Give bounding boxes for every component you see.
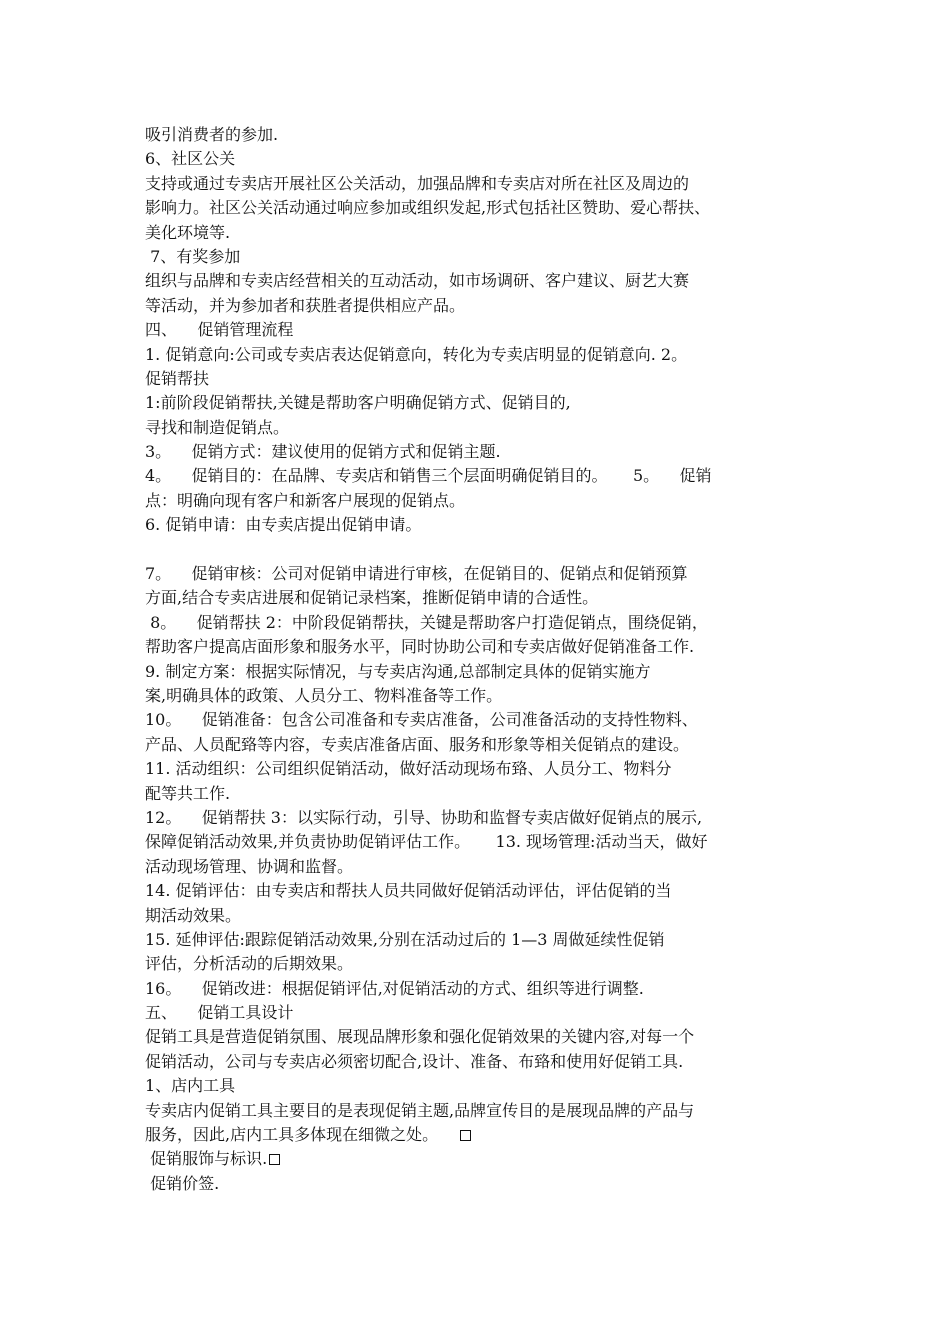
blank-line: [145, 538, 825, 562]
section-heading: 五、 促销工具设计: [145, 1003, 294, 1023]
text-line: 11. 活动组织：公司组织促销活动，做好活动现场布臵、人员分工、物料分: [145, 759, 672, 779]
document-body: [145, 123, 825, 1196]
text-line: 产品、人员配臵等内容，专卖店准备店面、服务和形象等相关促销点的建设。: [145, 734, 690, 754]
text-line-with-checkbox: [145, 1123, 825, 1147]
text-line: 14. 促销评估：由专卖店和帮扶人员共同做好促销活动评估，评估促销的当: [145, 881, 672, 901]
text-line: 7。 促销审核：公司对促销申请进行审核，在促销目的、促销点和促销预算: [145, 564, 688, 584]
checkbox-icon: [269, 1154, 280, 1165]
text-line: 促销工具是营造促销氛围、展现品牌形象和强化促销效果的关键内容,对每一个: [145, 1027, 695, 1047]
text-line: 帮助客户提高店面形象和服务水平，同时协助公司和专卖店做好促销准备工作.: [145, 637, 695, 657]
section-heading: 6、社区公关: [145, 149, 236, 169]
text-line: 案,明确具体的政策、人员分工、物料准备等工作。: [145, 685, 503, 705]
text-line: 10。 促销准备：包含公司准备和专卖店准备，公司准备活动的支持性物料、: [145, 710, 698, 730]
text-line: 等活动，并为参加者和获胜者提供相应产品。: [145, 295, 466, 315]
text-line: 影响力。社区公关活动通过响应参加或组织发起,形式包括社区赞助、爱心帮扶、: [145, 198, 711, 218]
text-line: 12。 促销帮扶 3：以实际行动，引导、协助和监督专卖店做好促销点的展示,: [145, 807, 703, 827]
section-heading: 1、店内工具: [145, 1076, 236, 1096]
text-line: 支持或通过专卖店开展社区公关活动，加强品牌和专卖店对所在社区及周边的: [145, 173, 690, 193]
text-line: 方面,结合专卖店进展和促销记录档案，推断促销申请的合适性。: [145, 588, 599, 608]
text-line: 保障促销活动效果,并负责协助促销评估工作。 13. 现场管理:活动当天，做好: [145, 832, 708, 852]
text-line: 评估，分析活动的后期效果。: [145, 954, 354, 974]
text-line: 专卖店内促销工具主要目的是表现促销主题,品牌宣传目的是展现品牌的产品与: [145, 1100, 695, 1120]
section-heading: 7、有奖参加: [145, 246, 241, 266]
text-line: 1:前阶段促销帮扶,关键是帮助客户明确促销方式、促销目的,: [145, 393, 571, 413]
text-line: 9. 制定方案：根据实际情况，与专卖店沟通,总部制定具体的促销实施方: [145, 661, 651, 681]
text-line: 吸引消费者的参加.: [145, 125, 279, 144]
text-line: 16。 促销改进：根据促销评估,对促销活动的方式、组织等进行调整.: [145, 978, 644, 998]
text-line: 促销服饰与标识.: [145, 1149, 268, 1169]
text-line: 组织与品牌和专卖店经营相关的互动活动，如市场调研、客户建议、厨艺大赛: [145, 271, 690, 291]
text-line: 15. 延伸评估:跟踪促销活动效果,分别在活动过后的 1—3 周做延续性促销: [145, 929, 665, 949]
text-line-with-checkbox: [145, 1147, 825, 1171]
text-line: 配等共工作.: [145, 783, 231, 803]
text-line: 服务，因此,店内工具多体现在细微之处。: [145, 1125, 459, 1145]
text-line: 期活动效果。: [145, 905, 242, 925]
checkbox-icon: [460, 1130, 471, 1141]
text-line: 活动现场管理、协调和监督。: [145, 856, 354, 876]
text-line: 促销价签.: [145, 1173, 220, 1193]
text-line: 点：明确向现有客户和新客户展现的促销点。: [145, 490, 466, 510]
text-line: 3。 促销方式：建议使用的促销方式和促销主题.: [145, 442, 501, 462]
text-line: 8。 促销帮扶 2：中阶段促销帮扶，关键是帮助客户打造促销点，围绕促销，: [145, 612, 708, 632]
text-line: 寻找和制造促销点。: [145, 417, 290, 437]
text-line: 促销帮扶: [145, 368, 210, 388]
section-heading: 四、 促销管理流程: [145, 320, 294, 340]
text-line: 4。 促销目的：在品牌、专卖店和销售三个层面明确促销目的。 5。 促销: [145, 466, 712, 486]
text-line: 6. 促销申请：由专卖店提出促销申请。: [145, 515, 422, 535]
text-line: 促销活动，公司与专卖店必须密切配合,设计、准备、布臵和使用好促销工具.: [145, 1051, 684, 1071]
text-line: 美化环境等.: [145, 222, 231, 242]
text-line: 1. 促销意向:公司或专卖店表达促销意向，转化为专卖店明显的促销意向. 2。: [145, 344, 688, 364]
